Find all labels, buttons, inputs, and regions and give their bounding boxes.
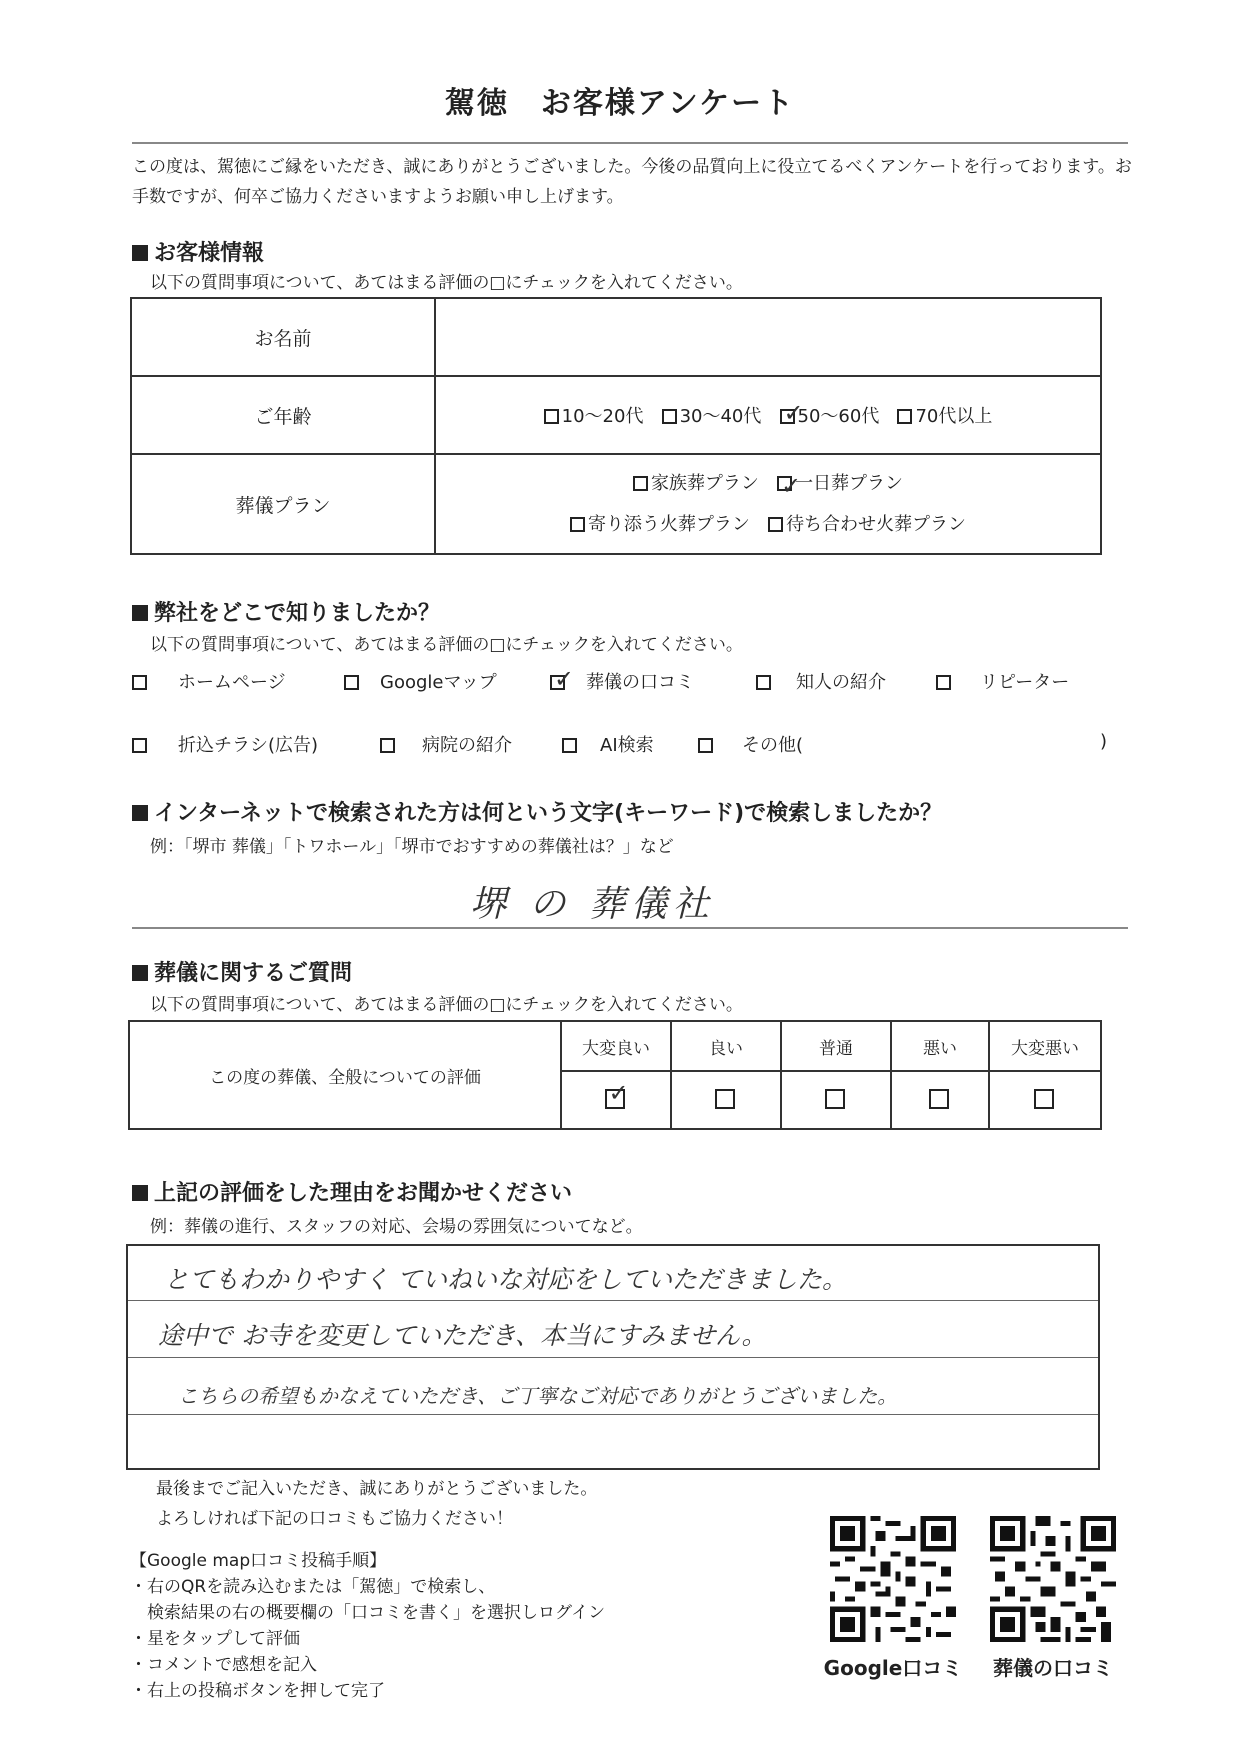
title-divider <box>132 142 1128 144</box>
rating-cell[interactable] <box>561 1071 671 1129</box>
qr-google-icon[interactable] <box>830 1516 956 1646</box>
intro-text: この度は、駕徳にご縁をいただき、誠にありがとうございました。今後の品質向上に役立てるべくアンケートを行っております。お手数ですが、何卒ご協力くださいますようお願い申し上げます。 <box>132 157 1132 207</box>
checkbox-icon <box>344 675 359 690</box>
plan-option[interactable]: 家族葬プラン <box>633 473 759 494</box>
checkbox-icon <box>544 409 559 424</box>
age-options <box>435 376 1101 454</box>
checkbox-icon <box>132 738 147 753</box>
source-option[interactable]: ✓ 葬儀の口コミ <box>550 668 694 694</box>
checkbox-icon <box>1034 1089 1054 1109</box>
checkbox-icon <box>929 1089 949 1109</box>
rating-cell[interactable] <box>989 1071 1101 1129</box>
checkbox-icon <box>570 517 585 532</box>
source-option[interactable]: 知人の紹介 <box>756 668 886 694</box>
keyword-answer[interactable]: 堺 の 葬儀社 <box>470 884 715 925</box>
source-option[interactable]: その他( <box>698 731 803 757</box>
name-label: お名前 <box>131 298 435 376</box>
checkbox-icon <box>715 1089 735 1109</box>
checkbox-checked-icon <box>550 675 565 690</box>
checkbox-icon <box>698 738 713 753</box>
rating-header: 普通 <box>781 1021 891 1071</box>
reason-line: こちらの希望もかなえていただき、ご丁寧なご対応でありがとうございました。 <box>178 1384 898 1408</box>
plan-option[interactable]: 寄り添う火葬プラン <box>570 514 750 535</box>
plan-option[interactable]: ✓ 一日葬プラン <box>777 473 903 494</box>
qr-sougi-label: 葬儀の口コミ <box>993 1656 1113 1680</box>
source-other-close: ) <box>1100 731 1108 752</box>
reason-line: とてもわかりやすく ていねいな対応をしていただきました。 <box>164 1265 847 1294</box>
qr-code-google <box>830 1516 956 1642</box>
reason-textarea[interactable] <box>126 1244 1100 1470</box>
plan-option[interactable]: 待ち合わせ火葬プラン <box>768 514 966 535</box>
section-keyword-heading: インターネットで検索された方は何という文字(キーワード)で検索しましたか？ <box>132 796 942 827</box>
section-customer-heading: お客様情報 <box>132 236 264 267</box>
reason-example: 例：葬儀の進行、スタッフの対応、会場の雰囲気についてなど。 <box>150 1217 643 1237</box>
page-title: 駕徳 お客様アンケート <box>444 86 796 121</box>
rating-cell[interactable] <box>781 1071 891 1129</box>
closing-request: よろしければ下記の口コミもご協力ください！ <box>156 1509 513 1529</box>
source-option[interactable]: リピーター <box>936 668 1069 694</box>
qr-code-sougi <box>990 1516 1116 1642</box>
checkbox-icon <box>662 409 677 424</box>
qr-google-label: Google口コミ <box>823 1656 963 1680</box>
ruled-line <box>128 1300 1098 1301</box>
ruled-line <box>128 1414 1098 1415</box>
section-reason-heading: 上記の評価をした理由をお聞かせください <box>132 1176 572 1207</box>
step-item: ・右のQRを読み込むまたは「駕徳」で検索し、 <box>130 1577 496 1597</box>
rating-question: この度の葬儀、全般についての評価 <box>129 1021 561 1129</box>
checkbox-icon <box>936 675 951 690</box>
source-option[interactable]: ホームページ <box>132 668 286 694</box>
source-option[interactable]: 病院の紹介 <box>380 731 512 757</box>
rating-cell[interactable] <box>671 1071 781 1129</box>
checkbox-checked-icon <box>780 409 795 424</box>
plan-label: 葬儀プラン <box>131 454 435 554</box>
checkbox-icon <box>132 675 147 690</box>
step-item: 検索結果の右の概要欄の「口コミを書く」を選択しログイン <box>130 1603 606 1623</box>
rating-header: 大変良い <box>561 1021 671 1071</box>
source-option[interactable]: AI検索 <box>562 731 654 757</box>
source-option[interactable]: Googleマップ <box>344 668 497 694</box>
checkbox-icon <box>897 409 912 424</box>
rating-header: 悪い <box>891 1021 989 1071</box>
keyword-example: 例：「堺市 葬儀」「トワホール」「堺市でおすすめの葬儀社は？」など <box>150 837 674 857</box>
checkbox-icon <box>562 738 577 753</box>
step-item: ・右上の投稿ボタンを押して完了 <box>130 1681 385 1701</box>
checkbox-checked-icon <box>605 1089 625 1109</box>
ruled-line <box>128 1357 1098 1358</box>
step-item: ・コメントで感想を記入 <box>130 1655 317 1675</box>
age-option[interactable]: 10～20代 <box>544 406 644 427</box>
steps-title: 【Google map口コミ投稿手順】 <box>130 1551 387 1571</box>
age-option[interactable]: 70代以上 <box>897 406 992 427</box>
checkbox-icon <box>756 675 771 690</box>
qr-sougi-icon[interactable] <box>990 1516 1116 1646</box>
section-funeral-heading: 葬儀に関するご質問 <box>132 956 352 987</box>
keyword-underline <box>132 927 1128 929</box>
customer-instruction: 以下の質問事項について、あてはまる評価の□にチェックを入れてください。 <box>150 273 743 293</box>
name-field[interactable] <box>435 298 1101 376</box>
rating-table <box>128 1020 1102 1130</box>
checkbox-icon <box>633 476 648 491</box>
checkbox-icon <box>380 738 395 753</box>
reason-line: 途中で お寺を変更していただき、本当にすみません。 <box>158 1321 767 1350</box>
checkbox-icon <box>825 1089 845 1109</box>
rating-cell[interactable] <box>891 1071 989 1129</box>
plan-options <box>435 454 1101 554</box>
source-instruction: 以下の質問事項について、あてはまる評価の□にチェックを入れてください。 <box>150 635 743 655</box>
source-option[interactable]: 折込チラシ(広告) <box>132 731 318 757</box>
funeral-instruction: 以下の質問事項について、あてはまる評価の□にチェックを入れてください。 <box>150 995 743 1015</box>
age-label: ご年齢 <box>131 376 435 454</box>
step-item: ・星をタップして評価 <box>130 1629 300 1649</box>
rating-header: 良い <box>671 1021 781 1071</box>
rating-header: 大変悪い <box>989 1021 1101 1071</box>
section-source-heading: 弊社をどこで知りましたか？ <box>132 596 440 627</box>
checkbox-icon <box>768 517 783 532</box>
checkbox-checked-icon <box>777 476 792 491</box>
customer-info-table <box>130 297 1102 555</box>
age-option[interactable]: ✓ 50～60代 <box>780 406 880 427</box>
closing-thanks: 最後までご記入いただき、誠にありがとうございました。 <box>156 1479 598 1499</box>
age-option[interactable]: 30～40代 <box>662 406 762 427</box>
